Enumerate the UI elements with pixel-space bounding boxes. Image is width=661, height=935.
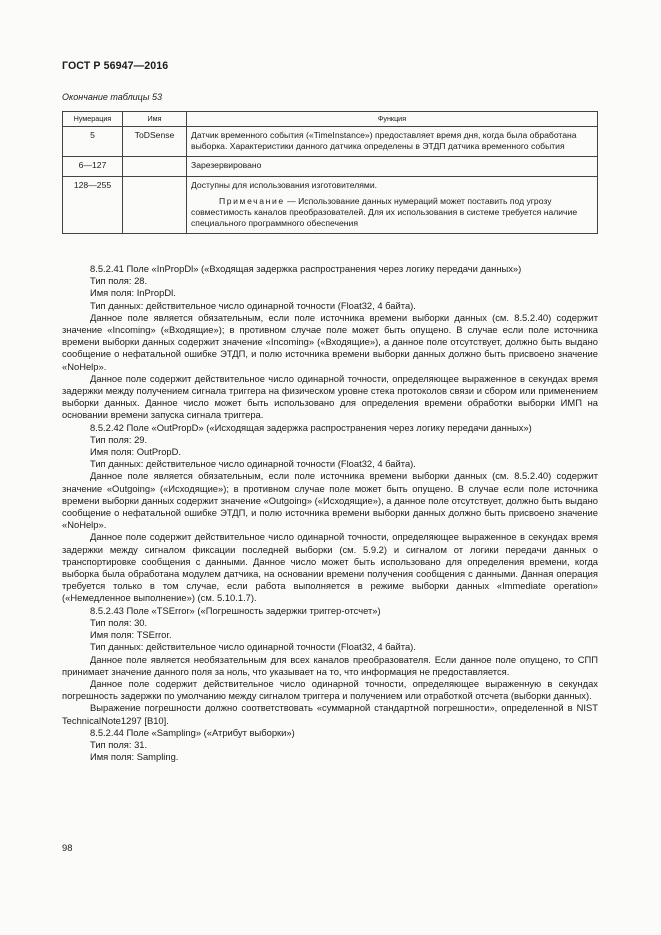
paragraph: Тип поля: 28. xyxy=(90,275,148,287)
paragraph: Имя поля: Sampling. xyxy=(90,751,179,763)
note-label: Примечание xyxy=(219,196,285,207)
paragraph: Данное поле является необязательным для всех каналов преобразователя. Если данное поле опущено, то СПП принимает значение данного поля за ноль, что указывает на то, что информация не предоставляется. xyxy=(62,653,598,677)
paragraph: Данное поле содержит действительное число одинарной точности, определяющее выраженную в секундах погрешность задержки по умолчанию между сигналом триггера и получением или отработкой отсчета (выборки данных). xyxy=(62,677,598,702)
paragraph: Данное поле содержит действительное число одинарной точности, определяющее выраженное в секундах время задержки между сигналом фиксации последней выборки (см. 5.9.2) и сигналом от логики передачи данных о транспортировке сообщения с данными. Данное число может быть использовано для определения времени, когда выборка была обработана модулем датчика, на основании времени получения сообщения с данными. Данная операция требуется только в том случае, если работа выполняется в режиме выборки данных «Immediate operation» («Немедленное выполнение») (см. 5.10.1.7). xyxy=(62,531,598,604)
note-text: — Использование данных нумераций может поставить под угрозу совместимость каналов преобразователей. Для их использования в системе требуется наличие специального программного обеспечения xyxy=(191,196,578,228)
paragraph: Тип поля: 29. xyxy=(90,433,148,445)
paragraph: Имя поля: OutPropD. xyxy=(90,446,181,458)
section-heading: 8.5.2.41 Поле «InPropDl» («Входящая задержка распространения через логику передачи данных») xyxy=(90,263,522,274)
page-number: 98 xyxy=(62,842,73,853)
table-row xyxy=(63,157,598,177)
cell-function-text: Доступны для использования изготовителями. xyxy=(191,179,378,190)
table-row xyxy=(63,127,598,157)
section-heading: 8.5.2.42 Поле «OutPropD» («Исходящая задержка распространения через логику передачи данных») xyxy=(90,421,532,433)
document-header: ГОСТ Р 56947—2016 xyxy=(62,60,169,72)
table-caption: Окончание таблицы 53 xyxy=(62,92,162,102)
cell-name: ToDSense xyxy=(123,127,187,157)
numbering-table xyxy=(62,111,598,234)
cell-numbering: 5 xyxy=(63,127,123,157)
paragraph: Данное поле является обязательным, если поле источника времени выборки данных (см. 8.5.2.40) содержит значение «Outgoing» («Исходящие»); в противном случае поле может быть опущено. В случае если поле источника времени выборки данных содержит значение «Outgoing» («Исходящие»), а данное поле отсутствует, должно быть выдано сообщение о нефатальной ошибке ЭТДП, и полю источника времени выборки данных должно быть присвоено значение «NoHelp». xyxy=(62,470,598,531)
paragraph: Тип данных: действительное число одинарной точности (Float32, 4 байта). xyxy=(90,641,416,653)
paragraph: Тип поля: 30. xyxy=(90,616,148,628)
cell-function xyxy=(187,176,598,233)
cell-name xyxy=(123,157,187,177)
cell-function: Зарезервировано xyxy=(187,157,598,177)
paragraph: Данное поле содержит действительное число одинарной точности, определяющее выраженное в секундах время задержки между получением сигнала триггера на физическом уровне стека протоколов связи и сбором или применением выборки данных. Данное число может быть использовано для определения времени обработки выборки ИМП на основании времени запуска сигнала триггера. xyxy=(62,372,598,421)
paragraph: Выражение погрешности должно соответствовать «суммарной стандартной погрешности», определенной в NIST TechnicalNote1297 [B10]. xyxy=(62,702,598,726)
paragraph: Данное поле является обязательным, если поле источника времени выборки данных (см. 8.5.2.40) содержит значение «Incoming» («Входящие»); в противном случае поле может быть опущено. В случае если поле источника времени выборки данных содержит значение «Incoming» («Входящие»), а данное поле отсутствует, должно быть выдано сообщение о нефатальной ошибке ЭТДП, и полю источника времени выборки данных должно быть присвоено значение «NoHelp». xyxy=(62,311,598,372)
paragraph: Тип поля: 31. xyxy=(90,738,148,750)
column-header-numbering: Нумерация xyxy=(63,112,123,127)
table-header-row xyxy=(63,112,598,127)
cell-numbering: 6—127 xyxy=(63,157,123,177)
paragraph: Тип данных: действительное число одинарной точности (Float32, 4 байта). xyxy=(90,458,416,470)
table-row xyxy=(63,176,598,233)
section-heading: 8.5.2.43 Поле «TSError» («Погрешность задержки триггер-отсчет») xyxy=(90,604,381,616)
column-header-name: Имя xyxy=(123,112,187,127)
section-heading: 8.5.2.44 Поле «Sampling» («Атрибут выборки») xyxy=(90,726,295,738)
paragraph: Имя поля: InPropDl. xyxy=(90,287,176,299)
column-header-function: Функция xyxy=(187,112,598,127)
table-note xyxy=(191,196,593,228)
paragraph: Имя поля: TSError. xyxy=(90,629,172,641)
cell-numbering: 128—255 xyxy=(63,176,123,233)
paragraph: Тип данных: действительное число одинарной точности (Float32, 4 байта). xyxy=(90,299,416,311)
body-text xyxy=(62,263,598,763)
cell-name xyxy=(123,176,187,233)
cell-function: Датчик временного события («TimeInstance») предоставляет время дня, когда была обработана выборка. Характеристики данного датчика определены в ЭТДП датчика временного события xyxy=(187,127,598,157)
